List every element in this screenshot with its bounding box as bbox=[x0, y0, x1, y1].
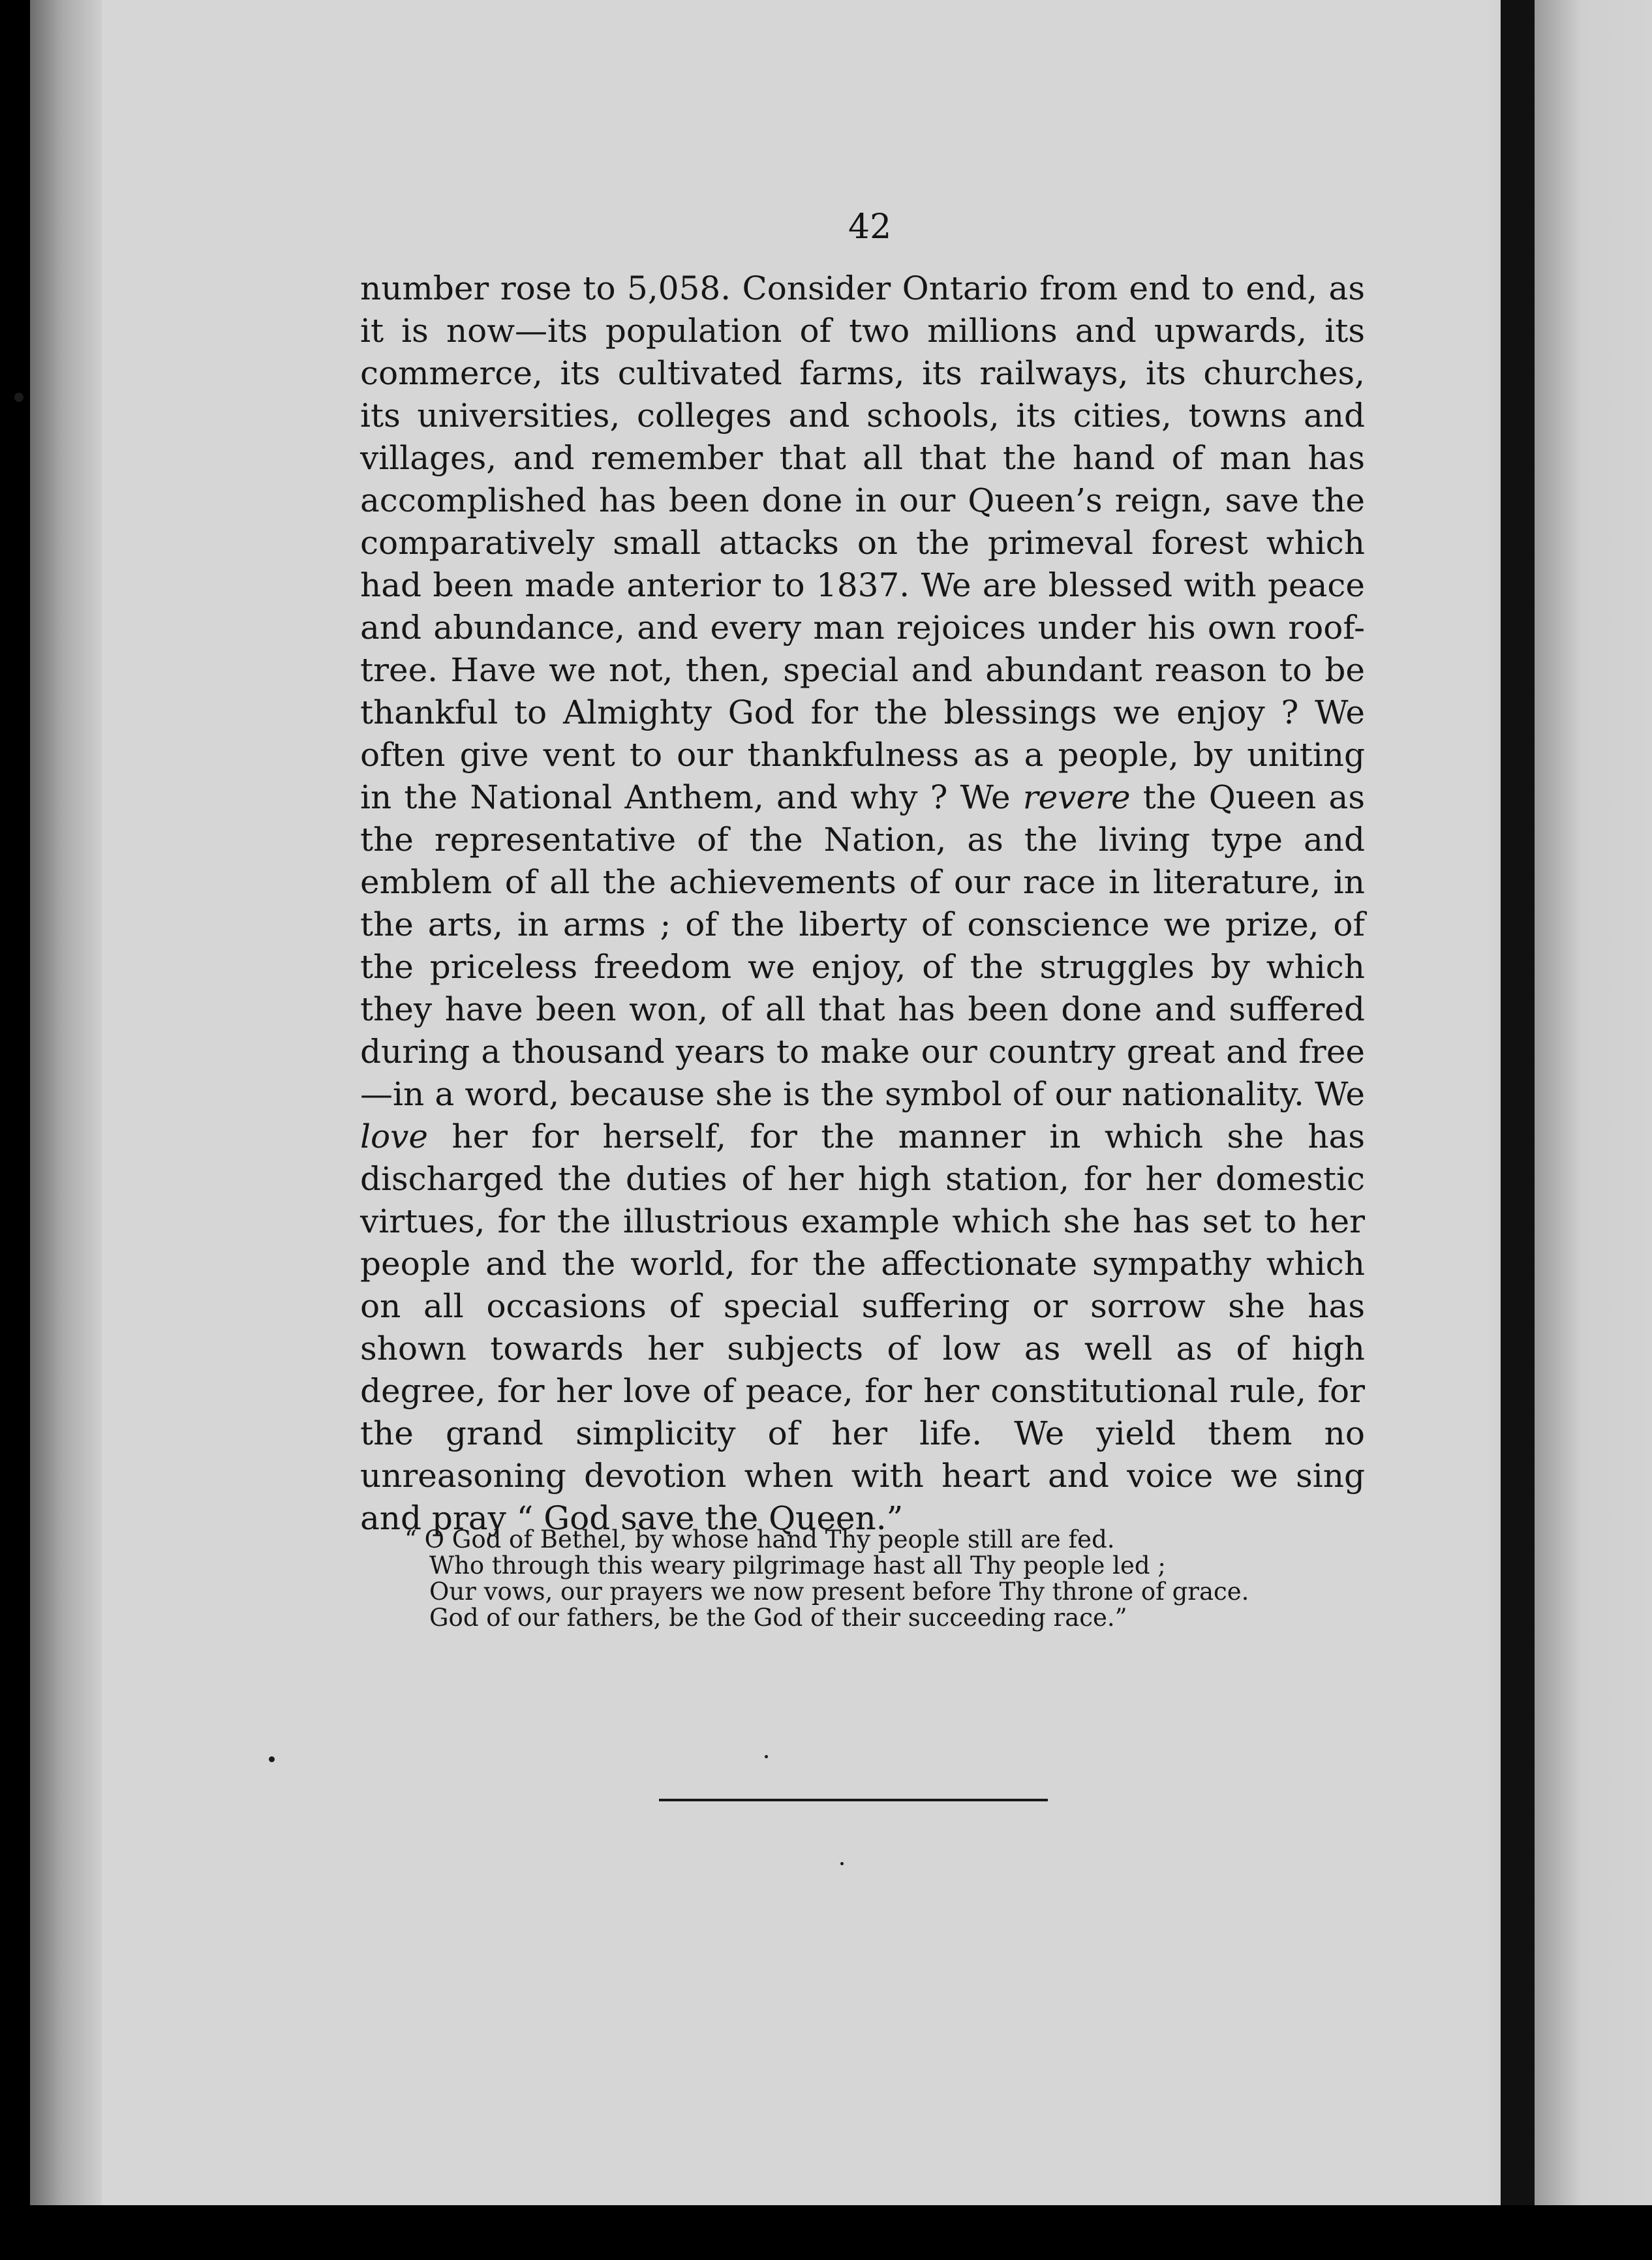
hymn-line-4: God of our fathers, be the God of their succeeding race.” bbox=[429, 1604, 1127, 1632]
hymn-line-3: Our vows, our prayers we now present before Thy throne of grace. bbox=[429, 1578, 1249, 1606]
page-gutter bbox=[1501, 0, 1535, 2205]
scan-speck bbox=[14, 393, 23, 402]
page-number: 42 bbox=[848, 207, 892, 247]
paragraph-text-2: the Queen as the representative of the Nation, as the living type and emblem of all the achievements of our race in literature, in the arts, in arms ; of the liberty of conscience we prize, of the priceless freedom we enjoy, of the struggles by which they have been won, of all that has been done and suffered during a thousand years to make our country great and free—in a word, because she is the symbol of our nationality. We bbox=[360, 778, 1366, 1113]
paragraph-text-3: her for herself, for the manner in which she has discharged the duties of her high station, for her domestic virtues, for the illustrious example which she has set to her people and the world, for the affectionate sympathy which on all occasions of special suffering or sorrow she has shown towards her subjects of low as well as of high degree, for her love of peace, for her constitutional rule, for the grand simplicity of her life. We yield them no unreasoning devotion when with heart and voice we sing and pray “ God save the Queen.” bbox=[360, 1118, 1365, 1537]
scan-border-bottom bbox=[0, 2205, 1652, 2260]
hymn-line-1: “ O God of Bethel, by whose hand Thy people still are fed. bbox=[405, 1525, 1115, 1553]
hymn-quotation bbox=[405, 1527, 1249, 1631]
hymn-line-2: Who through this weary pilgrimage hast all Thy people led ; bbox=[429, 1551, 1166, 1580]
binding-shadow bbox=[30, 0, 102, 2205]
scan-speck bbox=[840, 1862, 844, 1865]
scan-speck bbox=[269, 1756, 275, 1762]
section-divider bbox=[659, 1799, 1048, 1801]
scan-speck bbox=[765, 1755, 768, 1758]
adjacent-page-edge bbox=[1535, 0, 1652, 2205]
body-paragraph bbox=[360, 267, 1365, 1540]
emphasis-love: love bbox=[360, 1118, 428, 1155]
paragraph-text-1: number rose to 5,058. Consider Ontario from end to end, as it is now—its population of two millions and upwards, its commerce, its cultivated farms, its railways, its churches, its universities, colleges and schools, its cities, towns and villages, and remember that all that the hand of man has accomplished has been done in our Queen’s reign, save the comparatively small attacks on the primeval forest which had been made anterior to 1837. We are blessed with peace and abundance, and every man rejoices under his own roof-tree. Have we not, then, special and abundant reason to be thankful to Almighty God for the blessings we enjoy ? We often give vent to our thankfulness as a people, by uniting in the National Anthem, and why ? We bbox=[360, 269, 1365, 816]
emphasis-revere: revere bbox=[1022, 778, 1131, 816]
